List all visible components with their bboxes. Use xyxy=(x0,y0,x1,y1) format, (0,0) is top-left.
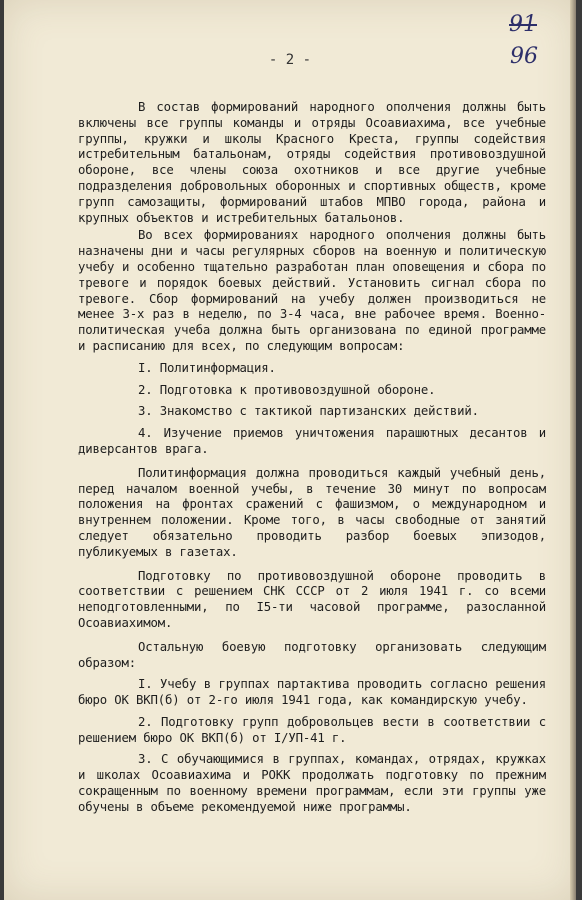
archive-folio: 96 xyxy=(510,44,538,69)
organization-item: 3. С обучающимися в группах, командах, отрядах, кружках и школах Осоавиахима и РОКК продолжать подготовку по прежним сокращенным по военному времени программам, если эти группы уже обучены в объеме рекомендуемой ниже программы. xyxy=(78,752,546,814)
document-page xyxy=(4,0,576,900)
topic-item: 4. Изучение приемов уничтожения парашютных десантов и диверсантов врага. xyxy=(78,426,546,456)
topic-item: 3. Знакомство с тактикой партизанских действий. xyxy=(138,404,479,419)
organization-item: 2. Подготовку групп добровольцев вести в соответствии с решением бюро ОК ВКП(б) от I/УП-41 г. xyxy=(78,714,546,745)
topic-item: I. Политинформация. xyxy=(138,360,276,375)
page-number: - 2 - xyxy=(268,52,312,68)
paragraph-politinfo: Политинформация должна проводиться каждый учебный день, перед началом военной учебы, в течение 30 минут по вопросам положения на фронтах сражений с фашизмом, о международном и внутреннем положении. Кроме того, в часы свободные от занятий следует обязательно проводить разбор боевых эпизодов, публикуемых в газетах. xyxy=(78,465,546,559)
organization-item: I. Учебу в группах партактива проводить согласно решения бюро ОК ВКП(б) от 2-го июля 1941 года, как командирскую учебу. xyxy=(78,677,546,708)
paragraph-combat-training: Остальную боевую подготовку организовать следующим образом: xyxy=(78,639,546,670)
paragraph-air-defense: Подготовку по противовоздушной обороне проводить в соответствии с решением СНК СССР от 2 июля 1941 г. со всеми неподготовленными, по I5-ти часовой программе, разосланной Осоавиахимом. xyxy=(78,568,546,630)
topic-item: 2. Подготовка к противовоздушной обороне. xyxy=(138,382,436,397)
page-edge xyxy=(570,0,576,900)
document-body xyxy=(78,100,546,816)
paragraph-training-schedule: Во всех формированиях народного ополчения должны быть назначены дни и часы регулярных сборов на военную и политическую учебу и особенно тщательно разработан план оповещения и сбора по тревоге и порядок боевых действий. Установить сигнал сбора по тревоге. Сбор формирований на учебу должен производиться не менее 3-х раз в неделю, по 3-4 часа, вне рабочее время. Военно-политическая учеба должна быть организована по единой программе и расписанию для всех, по следующим вопросам: xyxy=(78,228,546,353)
archive-folio-struck: 91 xyxy=(509,12,537,37)
paragraph-composition: В состав формирований народного ополчения должны быть включены все группы команды и отряды Осоавиахима, все учебные группы, кружки и школы Красного Креста, группы содействия истребительным батальонам, отряды содействия противовоздушной обороне, все члены союза охотников и все другие учебные подразделения добровольных оборонных и спортивных обществ, кроме групп самозащиты, формирований штабов МПВО города, района и крупных объектов и истребительных батальонов. xyxy=(78,100,546,225)
